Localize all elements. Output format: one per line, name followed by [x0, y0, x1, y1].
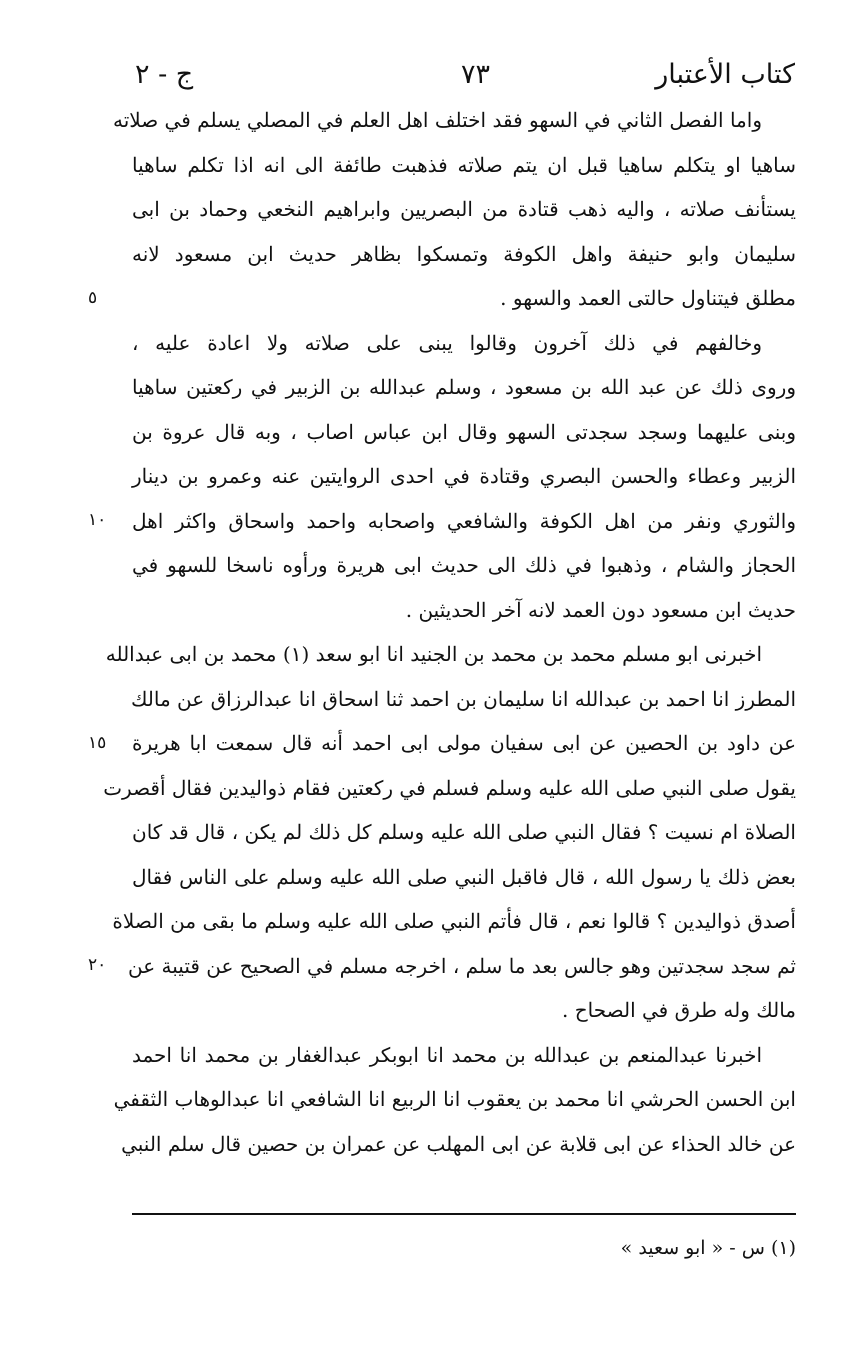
text-line: يستأنف صلاته ، واليه ذهب قتادة من البصريين وابراهيم النخعي وحماد بن ابى — [132, 197, 796, 221]
text-line: الحجاز والشام ، وذهبوا في ذلك الى حديث ابى هريرة ورأوه ناسخا للسهو في — [132, 553, 796, 577]
margin-line-number: ١٠ — [88, 510, 107, 530]
text-line: وبنى عليهما وسجد سجدتى السهو وقال ابن عباس اصاب ، وبه قال عروة بن — [132, 419, 796, 444]
text-line: سليمان وابو حنيفة واهل الكوفة وتمسكوا بظاهر حديث ابن مسعود لانه — [132, 241, 796, 266]
margin-line-number: ٢٠ — [88, 955, 107, 975]
text-line: ثم سجد سجدتين وهو جالس بعد ما سلم ، اخرجه مسلم في الصحيح عن قتيبة عن — [128, 953, 796, 978]
text-line: اخبرنا عبدالمنعم بن عبدالله بن محمد انا ابوبكر عبدالغفار بن محمد انا احمد — [132, 1042, 762, 1067]
text-line: الزبير وعطاء والحسن البصري وقتادة في احدى الروايتين عنه وعمرو بن دينار — [132, 464, 796, 488]
text-line: والثوري ونفر من اهل الكوفة والشافعي واصحابه واحمد واسحاق واكثر اهل — [132, 508, 796, 533]
text-line: وخالفهم في ذلك آخرون وقالوا يبنى على صلاته ولا اعادة عليه ، — [132, 330, 762, 355]
page-header — [135, 50, 795, 100]
page-number: ٧٣ — [460, 59, 490, 90]
text-line: مالك وله طرق في الصحاح . — [562, 998, 796, 1022]
text-line: واما الفصل الثاني في السهو فقد اختلف اهل العلم في المصلي يسلم في صلاته — [112, 108, 762, 132]
text-line: أصدق ذواليدين ؟ قالوا نعم ، قال فأتم النبي صلى الله عليه وسلم ما بقى من الصلاة — [112, 909, 796, 933]
text-line: عن داود بن الحصين عن ابى سفيان مولى ابى احمد أنه قال سمعت ابا هريرة — [132, 731, 796, 755]
margin-line-number: ١٥ — [88, 733, 107, 753]
footnote-divider — [132, 1213, 796, 1215]
volume-label: ج - ٢ — [135, 59, 194, 90]
text-line: يقول صلى النبي صلى الله عليه وسلم فسلم في ركعتين فقام ذواليدين فقال أقصرت — [103, 775, 796, 800]
margin-line-number: ٥ — [88, 288, 98, 308]
text-line: حديث ابن مسعود دون العمد لانه آخر الحديثين . — [405, 597, 796, 622]
text-line: ابن الحسن الحرشي انا محمد بن يعقوب انا الربيع انا الشافعي انا عبدالوهاب الثقفي — [113, 1087, 796, 1111]
text-line: اخبرنى ابو مسلم محمد بن محمد بن الجنيد انا ابو سعد (١) محمد بن ابى عبدالله — [105, 642, 762, 666]
text-line: المطرز انا احمد بن عبدالله انا سليمان بن احمد ثنا اسحاق انا عبدالرزاق عن مالك — [130, 686, 796, 711]
text-line: مطلق فيتناول حالتى العمد والسهو . — [500, 286, 796, 310]
footnote: (١) س - « ابو سعيد » — [620, 1237, 796, 1259]
book-title: كتاب الأعتبار — [655, 59, 795, 90]
text-line: الصلاة ام نسيت ؟ فقال النبي صلى الله عليه وسلم كل ذلك لم يكن ، قال قد كان — [132, 820, 796, 844]
text-line: ساهيا او يتكلم ساهيا قبل ان يتم صلاته فذهبت طائفة الى انه اذا تكلم ساهيا — [132, 152, 796, 177]
body-text — [103, 98, 796, 1166]
text-line: عن خالد الحذاء عن ابى قلابة عن ابى المهلب عن عمران بن حصين قال سلم النبي — [121, 1131, 796, 1156]
text-line: بعض ذلك يا رسول الله ، قال فاقبل النبي صلى الله عليه وسلم على الناس فقال — [132, 864, 796, 889]
text-line: وروى ذلك عن عبد الله بن مسعود ، وسلم عبدالله بن الزبير في ركعتين ساهيا — [132, 375, 796, 399]
